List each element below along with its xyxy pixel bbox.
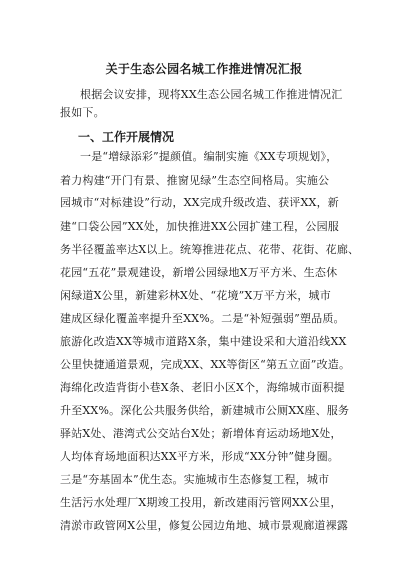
body-line: 人均体育场地面积达XX平方米，形成“XX分钟”健身圈。 (60, 450, 339, 463)
body-line: 升至XX%。深化公共服务供给，新建城市公厕XX座、服务 (60, 404, 350, 417)
body-line: 建成区绿化覆盖率提升至XX%。二是“补短强弱”塑品质。 (60, 312, 345, 325)
document-title: 关于生态公园名城工作推进情况汇报 (105, 62, 303, 76)
body-line: 三是“夯基固本”优生态。实施城市生态修复工程，城市 (60, 473, 330, 486)
body-line: 闲绿道X公里，新建彩林X处、“花境”X万平方米，城市 (60, 289, 331, 302)
body-line: 务半径覆盖率达X以上。统筹推进花点、花带、花街、花廊、 (60, 243, 360, 256)
body-line: 着力构建“开门有景、推窗见绿”生态空间格局。实施公 (60, 174, 330, 187)
body-line: 公里快捷通道景观，完成XX、XX等街区“第五立面”改造。 (60, 358, 351, 371)
body-line: 建“口袋公园”XX处，加快推进XX公园扩建工程，公园服 (60, 220, 339, 233)
intro-line: 报如下。 (60, 106, 105, 119)
body-line: 旅游化改造XX等城市道路X条，集中建设采和大道沿线XX (60, 335, 347, 348)
body-line: 花园“五花”景观建设，新增公园绿地X万平方米、生态休 (60, 266, 338, 279)
body-line: 生活污水处理厂X期竣工投用，新改建雨污管网XX公里， (60, 496, 342, 509)
section-heading: 一、工作开展情况 (78, 130, 175, 144)
intro-line: 根据会议安排，现将XX生态公园名城工作推进情况汇 (80, 88, 343, 101)
body-line: 清淤市政管网X公里，修复公园边角地、城市景观廊道裸露 (60, 519, 349, 532)
body-line: 一是“增绿添彩”提颜值。编制实施《XX专项规划》， (80, 150, 338, 163)
body-line: 园城市“对标建设”行动，XX完成升级改造、获评XX，新 (60, 196, 339, 209)
body-line: 海绵化改造背街小巷X条、老旧小区X个，海绵城市面积提 (60, 381, 345, 394)
body-line: 驿站X处、港湾式公交站台X处；新增体育运动场地X处， (60, 427, 342, 440)
